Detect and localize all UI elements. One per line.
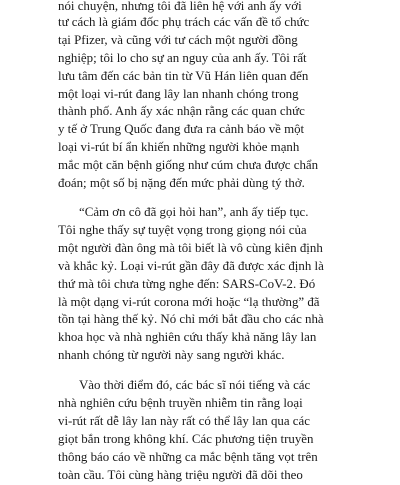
text-line: tồn tại hàng thế kỷ. Nó chỉ mới bắt đầu cho các nhà bbox=[58, 312, 324, 326]
text-line: lưu tâm đến các bản tin từ Vũ Hán liên quan đến bbox=[58, 69, 309, 83]
text-line: tại Pfizer, và cũng với tư cách một người đồng bbox=[58, 33, 298, 47]
text-line: đoán; một số bị nặng đến mức phải dùng tý thở. bbox=[58, 176, 305, 190]
text-line: thứ mà tôi chưa từng nghe đến: SARS-CoV-2. Đó bbox=[58, 277, 316, 291]
text-line: một người đàn ông mà tôi biết là vô cùng kiên định bbox=[58, 241, 323, 255]
text-line: là một dạng vi-rút corona mới hoặc “lạ thường” đã bbox=[58, 295, 320, 309]
text-line: thông báo cáo về những ca mắc bệnh tăng vọt trên bbox=[58, 450, 318, 464]
text-line: mắc một căn bệnh giống như cúm chưa được chẩn bbox=[58, 158, 319, 172]
text-line: giọt bắn trong không khí. Các phương tiện truyền bbox=[58, 432, 314, 446]
text-line: nói chuyện, nhưng tôi đã liên hệ với anh ấy với bbox=[58, 0, 302, 13]
text-line: và khắc kỷ. Loại vi-rút gần đây đã được xác định là bbox=[58, 259, 324, 273]
text-line: toàn cầu. Tôi cùng hàng triệu người đã dõi theo bbox=[58, 468, 303, 482]
text-line: y tế ở Trung Quốc đang đưa ra cảnh báo về một bbox=[58, 122, 305, 136]
text-line: nhanh chóng từ người này sang người khác. bbox=[58, 348, 285, 362]
text-line: thành phố. Anh ấy xác nhận rằng các quan chức bbox=[58, 104, 305, 118]
text-line: tư cách là giám đốc phụ trách các vấn đề tổ chức bbox=[58, 15, 310, 29]
text-line: nghiệp; tôi lo cho sự an nguy của anh ấy. Tôi rất bbox=[58, 51, 307, 65]
text-line: loại vi-rút bí ẩn khiến những người khỏe mạnh bbox=[58, 140, 300, 154]
text-line: vi-rút rất dễ lây lan này rất có thể lây lan qua các bbox=[58, 414, 310, 428]
text-line: một loại vi-rút đang lây lan nhanh chóng trong bbox=[58, 87, 299, 101]
text-line: khoa học và nhà nghiên cứu thấy khả năng lây lan bbox=[58, 330, 317, 344]
text-line: Vào thời điểm đó, các bác sĩ nói tiếng và các bbox=[79, 378, 311, 392]
text-line: “Cảm ơn cô đã gọi hỏi han”, anh ấy tiếp tục. bbox=[79, 205, 309, 219]
text-line: Tôi nghe thấy sự tuyệt vọng trong giọng nói của bbox=[58, 223, 307, 237]
text-line: nhà nghiên cứu bệnh truyền nhiễm tin rằng loại bbox=[58, 396, 303, 410]
